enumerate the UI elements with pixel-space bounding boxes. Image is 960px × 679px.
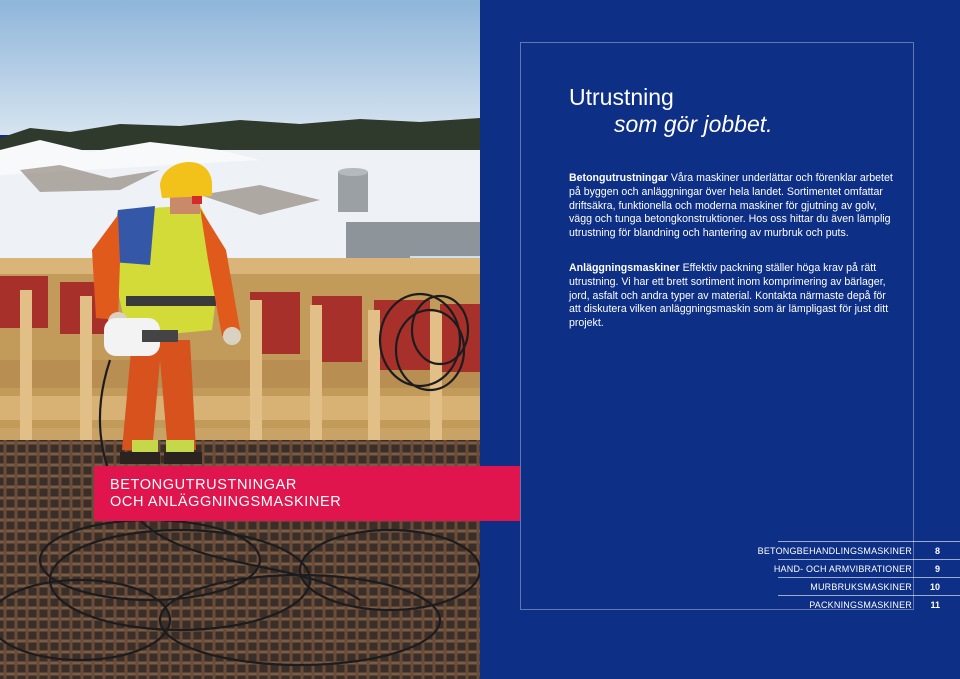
toc-item-betongbehandlingsmaskiner[interactable] [757,541,960,560]
paragraph-anlaggningsmaskiner-title: Anläggningsmaskiner [569,262,680,274]
toc-page-number: 10 [929,582,940,592]
toc-label: HAND- OCH ARMVIBRATIONER [773,564,912,574]
paragraph-betongutrustningar-title: Betongutrustningar [569,172,668,184]
heading-line-2: som gör jobbet. [614,111,773,137]
heading-line-1: Utrustning [569,84,674,110]
toc-page-number: 8 [934,546,940,556]
toc-label: PACKNINGSMASKINER [809,600,912,610]
banner-line-1: BETONGUTRUSTNINGAR [110,477,297,493]
toc-page-number: 11 [930,600,940,610]
toc-page-number: 9 [934,564,940,574]
toc-label: BETONGBEHANDLINGSMASKINER [757,546,912,556]
toc-item-murbruksmaskiner[interactable] [778,577,960,596]
banner-line-2: OCH ANLÄGGNINGSMASKINER [110,494,342,510]
paragraph-betongutrustningar-text: Våra maskiner underlättar och förenklar arbetet på byggen och anläggningar över hela landet. Sortimentet omfattar driftsäkra, funktionella och moderna maskiner för gjutning av golv, vägg och tunga betongkonstruktioner. Hos oss hittar du även lämplig utrustning för blandning och hantering av murbruk och puts. [569,172,893,240]
paragraph-anlaggningsmaskiner [569,262,899,331]
toc-item-packningsmaskiner[interactable] [778,595,960,614]
toc-item-hand-och-armvibrationer[interactable] [773,559,960,578]
toc-label: MURBRUKSMASKINER [810,582,912,592]
paragraph-anlaggningsmaskiner-text: Effektiv packning ställer höga krav på rätt utrustning. Vi har ett brett sortiment inom komprimering av bärlager, jord, asfalt och andra typer av material. Kontakta närmaste depå för att diskutera vilken anläggningsmaskin som är lämpligast för just ditt projekt. [569,262,889,330]
paragraph-betongutrustningar [569,172,899,241]
